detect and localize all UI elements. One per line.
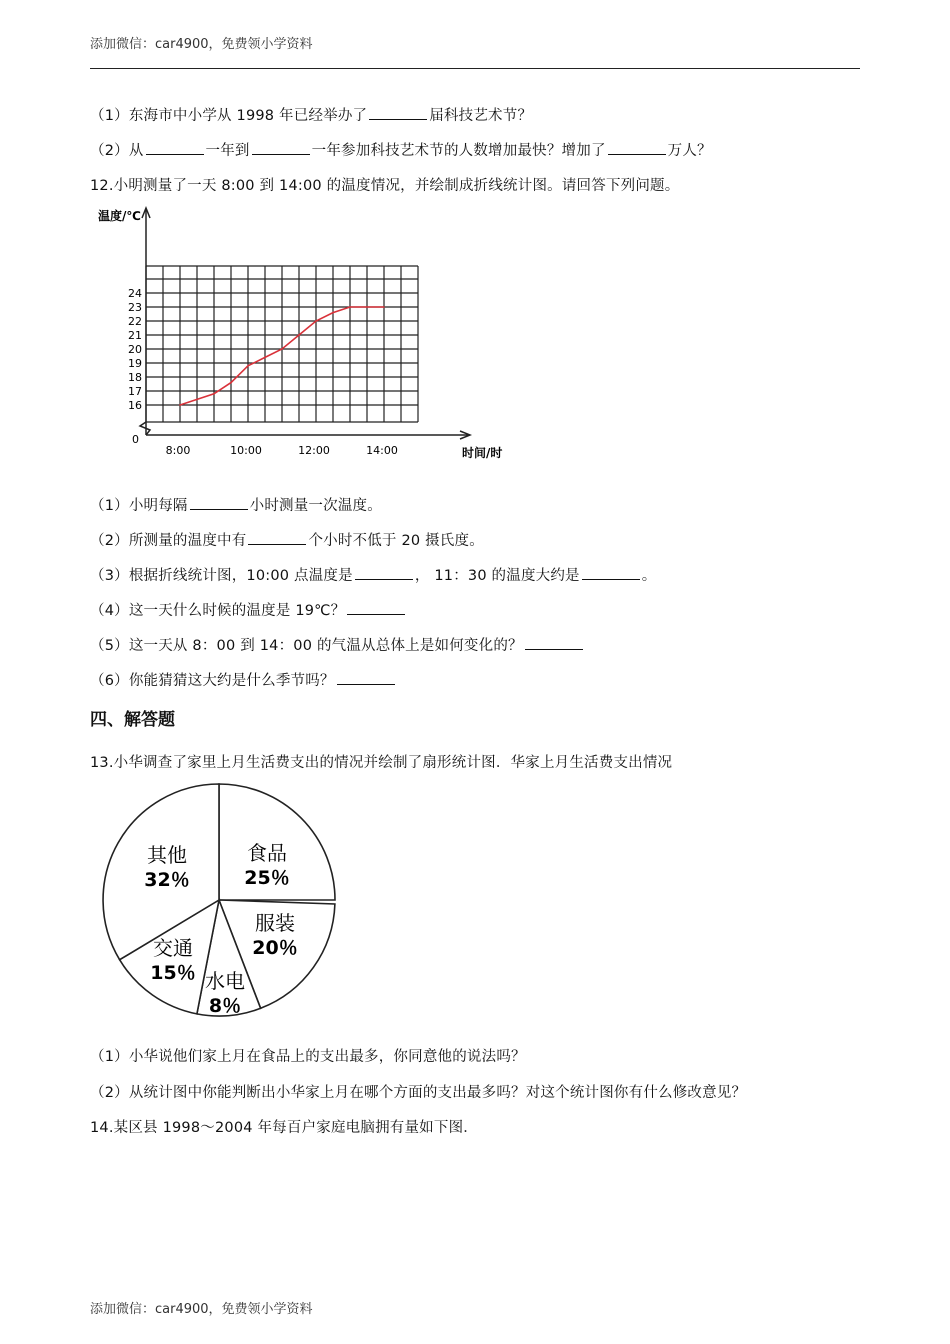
q13-part1: （1）小华说他们家上月在食品上的支出最多，你同意他的说法吗？ (90, 1049, 526, 1065)
q13-stem: 13.小华调查了家里上月生活费支出的情况并绘制了扇形统计图．华家上月生活费支出情况 (90, 755, 673, 771)
answer-blank[interactable] (190, 497, 248, 510)
q12-part2 (90, 529, 484, 550)
x-tick-label: 12:00 (298, 444, 330, 457)
pie-label: 交通 (153, 936, 193, 960)
y-tick-label: 16 (128, 399, 142, 412)
q12-part1 (90, 494, 382, 515)
q12-part1-text-b: 小时测量一次温度。 (249, 498, 382, 514)
answer-blank[interactable] (608, 142, 666, 155)
section-title: 四、解答题 (90, 710, 175, 730)
temperature-line-chart (90, 200, 520, 470)
q12-part2-text-a: （2）所测量的温度中有 (90, 533, 247, 549)
page-header: 添加微信：car4900，免费领小学资料 (90, 37, 313, 52)
data-point (383, 306, 385, 308)
pie-percent: 20％ (252, 937, 298, 959)
data-point (213, 393, 215, 395)
answer-blank[interactable] (582, 567, 640, 580)
q14-stem: 14.某区县 1998～2004 年每百户家庭电脑拥有量如下图． (90, 1120, 478, 1136)
page-footer: 添加微信：car4900，免费领小学资料 (90, 1302, 313, 1317)
y-tick-label: 23 (128, 301, 142, 314)
y-tick-label: 17 (128, 385, 142, 398)
data-point (179, 404, 181, 406)
q12-part2-text-b: 个小时不低于 20 摄氏度。 (308, 533, 484, 549)
data-point (196, 399, 198, 401)
q12-part1-text-a: （1）小明每隔 (90, 498, 188, 514)
x-tick-label: 10:00 (230, 444, 262, 457)
pie-percent: 32％ (144, 869, 190, 891)
axis-break (140, 422, 150, 435)
pie-percent: 25％ (244, 867, 290, 889)
y-tick-label: 20 (128, 343, 142, 356)
q12-part3-text-b: ， 11：30 的温度大约是 (414, 568, 580, 584)
q12-part3 (90, 564, 656, 585)
data-point (281, 348, 283, 350)
header-divider (90, 68, 860, 69)
q11-part1-text-a: （1）东海市中小学从 1998 年已经举办了 (90, 108, 368, 124)
pie-label: 服装 (255, 911, 295, 935)
q13-part2: （2）从统计图中你能判断出小华家上月在哪个方面的支出最多吗？对这个统计图你有什么修改意见？ (90, 1085, 747, 1101)
q11-part1-text-b: 届科技艺术节？ (429, 108, 533, 124)
q12-part4-text: （4）这一天什么时候的温度是 19℃？ (90, 603, 346, 619)
y-tick-label: 22 (128, 315, 142, 328)
q11-part2-text-d: 万人？ (667, 143, 712, 159)
data-point (315, 320, 317, 322)
q12-part4 (90, 599, 407, 620)
q11-part2-text-a: （2）从 (90, 143, 144, 159)
pie-percent: 8％ (208, 995, 242, 1017)
answer-blank[interactable] (337, 672, 395, 685)
answer-blank[interactable] (248, 532, 306, 545)
y-tick-label: 24 (128, 287, 142, 300)
data-point (366, 306, 368, 308)
y-tick-label: 19 (128, 357, 142, 370)
q12-stem: 12.小明测量了一天 8:00 到 14:00 的温度情况，并绘制成折线统计图。请回答下列问题。 (90, 178, 680, 194)
answer-blank[interactable] (355, 567, 413, 580)
x-tick-label: 8:00 (165, 444, 191, 457)
answer-blank[interactable] (525, 637, 583, 650)
expense-pie-chart (95, 780, 355, 1025)
q12-part3-text-c: 。 (641, 568, 657, 584)
data-point (247, 365, 249, 367)
chart-axes (140, 208, 470, 439)
q11-part2-text-b: 一年到 (205, 143, 250, 159)
answer-blank[interactable] (146, 142, 204, 155)
chart-grid (146, 266, 418, 422)
q12-part6 (90, 669, 397, 690)
y-tick-label: 0 (132, 433, 139, 446)
y-axis-title: 温度/℃ (98, 209, 141, 223)
q12-part3-text-a: （3）根据折线统计图，10:00 点温度是 (90, 568, 353, 584)
data-point (298, 334, 300, 336)
pie-percent: 15％ (150, 962, 196, 984)
q12-part5 (90, 634, 585, 655)
q11-part2 (90, 139, 712, 160)
pie-label: 水电 (205, 969, 245, 993)
q12-part6-text: （6）你能猜猜这大约是什么季节吗？ (90, 673, 335, 689)
pie-label: 食品 (247, 841, 287, 865)
q12-part5-text: （5）这一天从 8：00 到 14：00 的气温从总体上是如何变化的？ (90, 638, 523, 654)
x-axis-title: 时间/时 (462, 446, 503, 460)
y-tick-label: 18 (128, 371, 142, 384)
answer-blank[interactable] (252, 142, 310, 155)
q11-part2-text-c: 一年参加科技艺术节的人数增加最快？增加了 (311, 143, 606, 159)
data-point (230, 382, 232, 384)
data-point (332, 312, 334, 314)
y-tick-label: 21 (128, 329, 142, 342)
data-point (349, 306, 351, 308)
data-point (264, 357, 266, 359)
x-tick-label: 14:00 (366, 444, 398, 457)
answer-blank[interactable] (347, 602, 405, 615)
pie-label: 其他 (147, 843, 187, 867)
q11-part1 (90, 104, 532, 125)
answer-blank[interactable] (369, 107, 427, 120)
